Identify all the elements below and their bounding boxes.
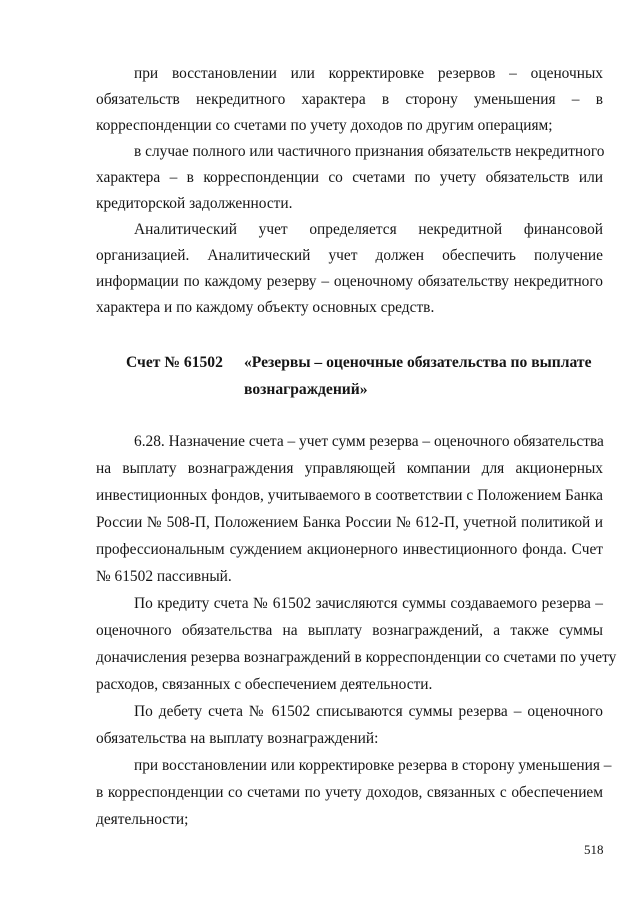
text-line: характера – в корреспонденции со счетами по учету обязательств или [96, 169, 603, 186]
text-line: расходов, связанных с обеспечением деятельности. [96, 676, 433, 693]
text-line: характера и по каждому объекту основных средств. [96, 299, 435, 316]
text-line: информации по каждому резерву – оценочному обязательству некредитного [96, 273, 603, 290]
text-line: профессиональным суждением акционерного инвестиционного фонда. Счет [96, 541, 603, 558]
text-line: кредиторской задолженности. [96, 195, 293, 212]
text-line: в корреспонденции со счетами по учету доходов, связанных с обеспечением [96, 784, 603, 801]
text-line: организацией. Аналитический учет должен обеспечить получение [96, 247, 603, 264]
text-line: при восстановлении или корректировке резервов – оценочных [134, 65, 603, 82]
page-number: 518 [584, 842, 604, 857]
text-line: доначисления резерва вознаграждений в корреспонденции со счетами по учету [96, 649, 617, 666]
text-line: Аналитический учет определяется некредитной финансовой [134, 221, 603, 238]
text-line: на выплату вознаграждения управляющей компании для акционерных [96, 460, 603, 477]
text-line: России № 508-П, Положением Банка России № 612-П, учетной политикой и [96, 514, 603, 531]
account-title-heading-cont: вознаграждений» [244, 381, 368, 398]
account-number-heading: Счет № 61502 [126, 354, 223, 371]
text-line: инвестиционных фондов, учитываемого в соответствии с Положением Банка [96, 487, 603, 504]
text-line: обязательств некредитного характера в сторону уменьшения – в [96, 91, 603, 108]
account-title-heading: «Резервы – оценочные обязательства по выплате [244, 354, 592, 371]
text-line: в случае полного или частичного признания обязательств некредитного [134, 143, 605, 160]
text-line: при восстановлении или корректировке резерва в сторону уменьшения – [134, 757, 612, 774]
text-line: По дебету счета № 61502 списываются суммы резерва – оценочного [134, 703, 603, 720]
text-line: деятельности; [96, 811, 189, 828]
text-line: обязательства на выплату вознаграждений: [96, 730, 379, 747]
text-line: корреспонденции со счетами по учету доходов по другим операциям; [96, 117, 553, 134]
text-line: оценочного обязательства на выплату вознаграждений, а также суммы [96, 622, 603, 639]
text-line: По кредиту счета № 61502 зачисляются суммы создаваемого резерва – [134, 595, 603, 612]
text-line: № 61502 пассивный. [96, 568, 232, 585]
text-line: 6.28. Назначение счета – учет сумм резерва – оценочного обязательства [134, 433, 604, 450]
